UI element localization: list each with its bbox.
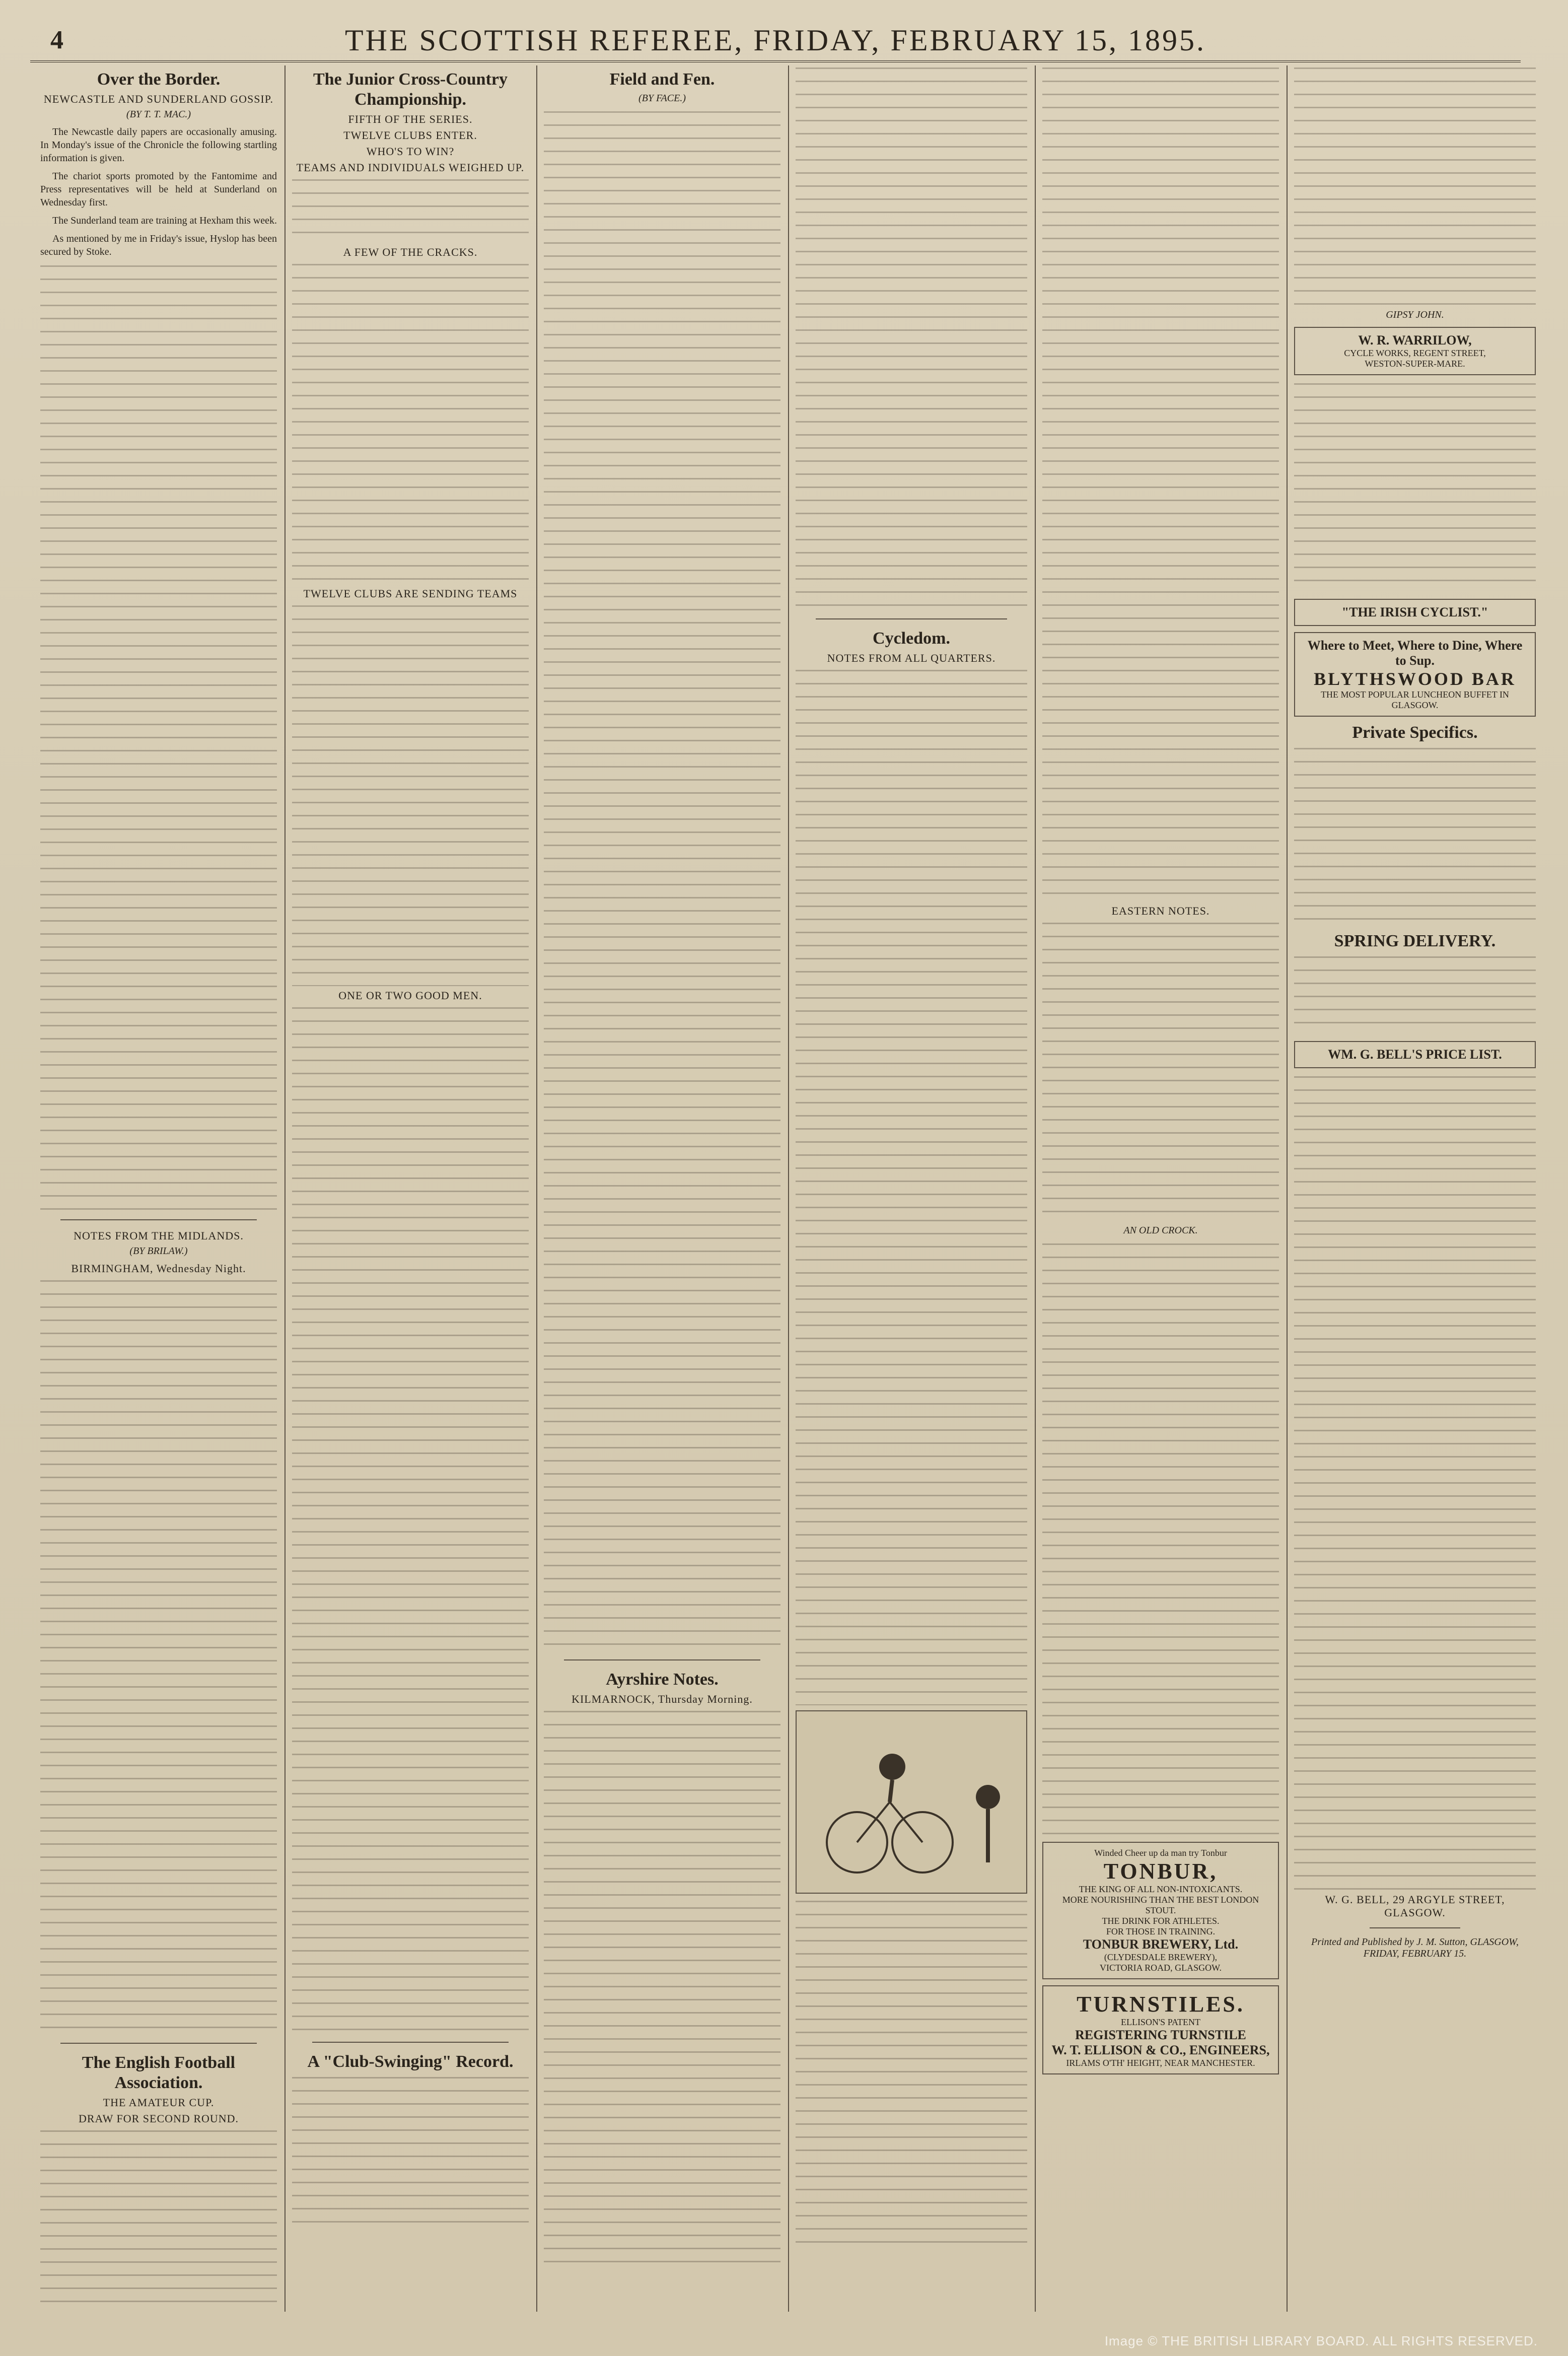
section-heading: EASTERN NOTES. (1111, 905, 1210, 917)
article-subtitle: NEWCASTLE AND SUNDERLAND GOSSIP. (43, 93, 274, 105)
article-body-text (544, 1709, 780, 2263)
section-heading: Private Specifics. (1352, 723, 1478, 742)
article-body-text (796, 1899, 1027, 2251)
divider (564, 1659, 760, 1660)
dateline: KILMARNOCK, Thursday Morning. (572, 1693, 753, 1705)
article-body-text (292, 262, 529, 584)
turnstiles-advertisement (1042, 1985, 1279, 2074)
column-2 (292, 65, 529, 2312)
deck: WHO'S TO WIN? (366, 145, 455, 158)
article-title: The English Football Association. (82, 2053, 236, 2092)
article-body-text (1042, 921, 1279, 1223)
ad-line: FOR THOSE IN TRAINING. (1106, 1926, 1216, 1936)
ad-tagline: THE KING OF ALL NON-INTOXICANTS. (1079, 1884, 1243, 1894)
brewery-address: VICTORIA ROAD, GLASGOW. (1099, 1963, 1222, 1973)
column-rule (1287, 65, 1288, 2312)
article-body-text (40, 2128, 277, 2312)
paragraph: The Newcastle daily papers are occasionally amusing. In Monday's issue of the Chronicle the following startling information is given. (40, 126, 277, 164)
dateline: BIRMINGHAM, Wednesday Night. (71, 1262, 246, 1275)
ad-sub: ELLISON'S PATENT (1120, 2017, 1201, 2027)
article-body-text (40, 263, 277, 1210)
article-body-text (1294, 65, 1536, 307)
company-name: W. T. ELLISON & CO., ENGINEERS, (1051, 2043, 1270, 2057)
company-address: W. G. BELL, 29 ARGYLE STREET, GLASGOW. (1325, 1893, 1505, 1919)
divider (312, 2042, 509, 2043)
column-6 (1294, 65, 1536, 2312)
article-title: The Junior Cross-Country Championship. (313, 70, 508, 109)
article-body-text (1042, 1241, 1279, 1836)
column-rule (536, 65, 537, 2312)
deck: FIFTH OF THE SERIES. (348, 113, 473, 125)
paragraph: The chariot sports promoted by the Fantomime and Press representatives will be held at Sunderland on Wednesday first. (40, 171, 277, 208)
article-title: Ayrshire Notes. (606, 1670, 719, 1689)
column-4 (796, 65, 1027, 2312)
byline: (BY BRILAW.) (129, 1245, 188, 1257)
company-address: IRLAMS O'TH' HEIGHT, NEAR MANCHESTER. (1066, 2058, 1255, 2068)
article-title: Cycledom. (873, 629, 950, 648)
divider (1370, 1927, 1460, 1928)
ad-address: WESTON-SUPER-MARE. (1365, 359, 1465, 369)
article-body-text (292, 603, 529, 986)
ad-title: "THE IRISH CYCLIST." (1341, 605, 1488, 619)
section-heading: NOTES FROM THE MIDLANDS. (74, 1229, 244, 1242)
adjacent-page-edge (1503, 65, 1558, 2312)
signoff: AN OLD CROCK. (1123, 1225, 1198, 1236)
ad-line: MORE NOURISHING THAN THE BEST LONDON STOUT. (1062, 1895, 1259, 1915)
ad-title: Where to Meet, Where to Dine, Where to Sup. (1307, 638, 1523, 668)
image-credit: Image © THE BRITISH LIBRARY BOARD. ALL RIGHTS RESERVED. (1104, 2333, 1538, 2348)
article-body-text (292, 1005, 529, 2033)
brewery-sub: (CLYDESDALE BREWERY), (1104, 1952, 1218, 1962)
brewery-name: TONBUR BREWERY, Ltd. (1083, 1937, 1239, 1952)
ad-title: WM. G. BELL'S PRICE LIST. (1328, 1047, 1502, 1062)
ad-line: THE DRINK FOR ATHLETES. (1102, 1916, 1220, 1926)
where-to-meet-advertisement (1294, 632, 1536, 717)
section-heading: TWELVE CLUBS ARE SENDING TEAMS (303, 587, 518, 600)
article-body-text (544, 109, 780, 1650)
column-rule (284, 65, 286, 2312)
advertisement-text (1294, 746, 1536, 927)
article-body-text (796, 668, 1027, 1705)
section-heading: THE AMATEUR CUP. (103, 2096, 215, 2109)
section-heading: SPRING DELIVERY. (1334, 932, 1496, 950)
bell-price-list (1294, 1041, 1536, 1068)
paragraph: The Sunderland team are training at Hexham this week. (52, 215, 277, 226)
section-heading: ONE OR TWO GOOD MEN. (338, 989, 482, 1002)
article-body-text (292, 2075, 529, 2226)
column-rule (1035, 65, 1036, 2312)
deck: TEAMS AND INDIVIDUALS WEIGHED UP. (296, 161, 525, 174)
ad-sub: THE MOST POPULAR LUNCHEON BUFFET IN GLASGOW. (1321, 689, 1509, 710)
ad-title: TONBUR, (1103, 1859, 1218, 1884)
column-3 (544, 65, 780, 2312)
column-5 (1042, 65, 1279, 2312)
article-title: A "Club-Swinging" Record. (307, 2052, 514, 2071)
article-title: Over the Border. (97, 70, 221, 89)
tonbur-advertisement (1042, 1842, 1279, 1979)
signoff: GIPSY JOHN. (1386, 309, 1444, 320)
cyclists-drawing (797, 1711, 1027, 1891)
column-1 (40, 65, 277, 2312)
page-header (30, 20, 1521, 62)
advertisement-text (1294, 954, 1536, 1035)
article-body-text (1042, 65, 1279, 902)
ad-heading: REGISTERING TURNSTILE (1075, 2028, 1246, 2042)
paragraph: As mentioned by me in Friday's issue, Hyslop has been secured by Stoke. (40, 233, 277, 257)
section-heading: DRAW FOR SECOND ROUND. (78, 2112, 239, 2125)
ad-title: W. R. WARRILOW, (1358, 333, 1472, 348)
ad-title: TURNSTILES. (1077, 1992, 1245, 2017)
deck: TWELVE CLUBS ENTER. (343, 129, 477, 142)
byline: (BY FACE.) (638, 93, 686, 104)
advertisement-text (1294, 381, 1536, 593)
columns (40, 65, 1523, 2312)
price-list-text (1294, 1074, 1536, 1890)
divider (816, 618, 1007, 619)
column-rule (788, 65, 789, 2312)
divider (60, 1219, 257, 1220)
section-heading: NOTES FROM ALL QUARTERS. (827, 652, 996, 664)
irish-cyclist-advertisement (1294, 599, 1536, 626)
printer-imprint: Printed and Published by J. M. Sutton, GLASGOW, FRIDAY, FEBRUARY 15. (1311, 1936, 1519, 1959)
divider (60, 2043, 257, 2044)
article-body-text (796, 65, 1027, 609)
article-body-text (292, 177, 529, 243)
warrilow-advertisement (1294, 327, 1536, 375)
ad-heading: BLYTHSWOOD BAR (1314, 669, 1516, 689)
page-number: 4 (50, 26, 63, 54)
tonbur-illustration (796, 1710, 1027, 1894)
masthead: THE SCOTTISH REFEREE, FRIDAY, FEBRUARY 15, 1895. (345, 24, 1206, 57)
section-heading: A FEW OF THE CRACKS. (343, 246, 478, 258)
byline: (BY T. T. MAC.) (126, 109, 191, 120)
ad-sub: CYCLE WORKS, REGENT STREET, (1344, 348, 1486, 358)
illustration-caption: Winded Cheer up da man try Tonbur (1094, 1848, 1227, 1858)
article-body-text (40, 1278, 277, 2034)
article-title: Field and Fen. (609, 70, 715, 89)
